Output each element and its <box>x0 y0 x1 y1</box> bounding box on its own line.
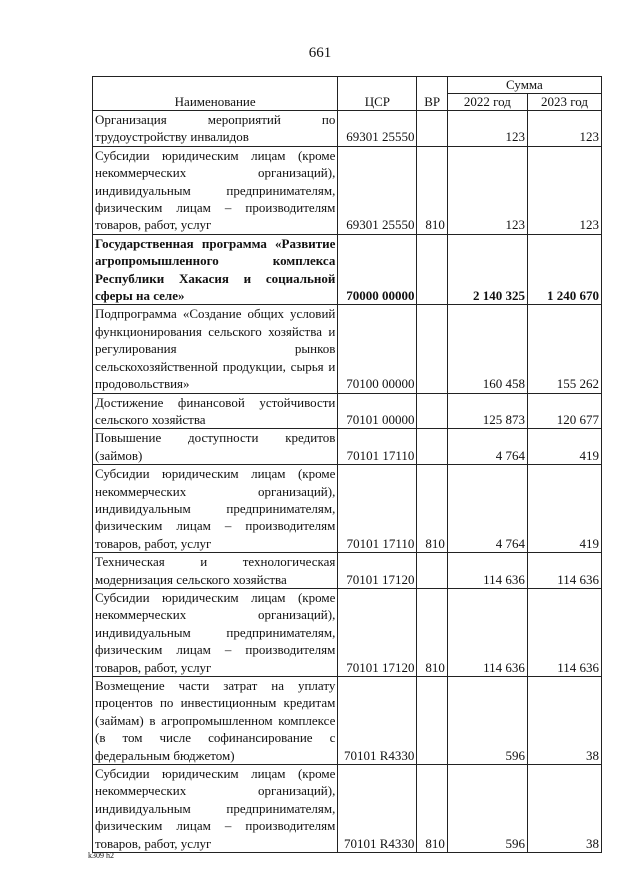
row-sum-2023: 114 636 <box>527 588 601 676</box>
table-row <box>93 429 602 465</box>
row-sum-2023: 38 <box>527 765 601 853</box>
row-name: Подпрограмма «Создание общих условий функционирования сельского хозяйства и регулирования рынков сельскохозяйственной продукции, сырья и продовольствия» <box>93 305 338 393</box>
row-name: Субсидии юридическим лицам (кроме некоммерческих организаций), индивидуальным предпринимателям, физическим лицам – производителям товаров, работ, услуг <box>93 465 338 553</box>
row-csr: 70000 00000 <box>338 234 417 305</box>
table-row <box>93 146 602 234</box>
row-csr: 70101 00000 <box>338 393 417 429</box>
row-csr: 69301 25550 <box>338 111 417 147</box>
row-csr: 70100 00000 <box>338 305 417 393</box>
row-sum-2022: 4 764 <box>447 429 527 465</box>
row-csr: 70101 R4330 <box>338 677 417 765</box>
row-vr: 810 <box>417 588 447 676</box>
row-vr <box>417 234 447 305</box>
row-sum-2023: 38 <box>527 677 601 765</box>
row-sum-2023: 114 636 <box>527 553 601 589</box>
header-csr: ЦСР <box>338 77 417 111</box>
row-csr: 70101 R4330 <box>338 765 417 853</box>
row-csr: 70101 17110 <box>338 465 417 553</box>
header-vr: ВР <box>417 77 447 111</box>
table-row <box>93 393 602 429</box>
row-sum-2022: 4 764 <box>447 465 527 553</box>
row-csr: 69301 25550 <box>338 146 417 234</box>
table-row <box>93 234 602 305</box>
row-name: Организация мероприятий по трудоустройству инвалидов <box>93 111 338 147</box>
row-sum-2022: 125 873 <box>447 393 527 429</box>
row-sum-2022: 596 <box>447 765 527 853</box>
header-name: Наименование <box>93 77 338 111</box>
row-name: Повышение доступности кредитов (займов) <box>93 429 338 465</box>
row-sum-2023: 120 677 <box>527 393 601 429</box>
row-name: Достижение финансовой устойчивости сельского хозяйства <box>93 393 338 429</box>
table-row <box>93 305 602 393</box>
row-vr <box>417 553 447 589</box>
row-name: Субсидии юридическим лицам (кроме некоммерческих организаций), индивидуальным предпринимателям, физическим лицам – производителям товаров, работ, услуг <box>93 765 338 853</box>
row-sum-2023: 1 240 670 <box>527 234 601 305</box>
row-vr <box>417 111 447 147</box>
row-sum-2023: 123 <box>527 111 601 147</box>
row-csr: 70101 17120 <box>338 553 417 589</box>
budget-table <box>92 76 602 853</box>
table-row <box>93 765 602 853</box>
row-name: Техническая и технологическая модернизация сельского хозяйства <box>93 553 338 589</box>
row-sum-2022: 2 140 325 <box>447 234 527 305</box>
row-sum-2023: 419 <box>527 465 601 553</box>
header-sum: Сумма <box>447 77 601 94</box>
row-sum-2022: 123 <box>447 146 527 234</box>
row-sum-2022: 123 <box>447 111 527 147</box>
header-year-2023: 2023 год <box>527 94 601 111</box>
row-sum-2023: 123 <box>527 146 601 234</box>
row-csr: 70101 17110 <box>338 429 417 465</box>
header-year-2022: 2022 год <box>447 94 527 111</box>
row-sum-2022: 596 <box>447 677 527 765</box>
row-sum-2022: 114 636 <box>447 553 527 589</box>
row-csr: 70101 17120 <box>338 588 417 676</box>
row-sum-2022: 160 458 <box>447 305 527 393</box>
page-number: 661 <box>308 45 332 61</box>
row-vr <box>417 393 447 429</box>
row-name: Государственная программа «Развитие агропромышленного комплекса Республики Хакасия и социальной сферы на селе» <box>93 234 338 305</box>
row-vr <box>417 305 447 393</box>
table-row <box>93 111 602 147</box>
header-row <box>93 77 602 94</box>
row-name: Субсидии юридическим лицам (кроме некоммерческих организаций), индивидуальным предпринимателям, физическим лицам – производителям товаров, работ, услуг <box>93 146 338 234</box>
table-row <box>93 465 602 553</box>
row-name: Возмещение части затрат на уплату процентов по инвестиционным кредитам (займам) в агропромышленном комплексе (в том числе софинансирование с федеральным бюджетом) <box>93 677 338 765</box>
row-vr: 810 <box>417 146 447 234</box>
row-vr <box>417 677 447 765</box>
row-vr: 810 <box>417 765 447 853</box>
table-row <box>93 553 602 589</box>
row-name: Субсидии юридическим лицам (кроме некоммерческих организаций), индивидуальным предпринимателям, физическим лицам – производителям товаров, работ, услуг <box>93 588 338 676</box>
row-sum-2023: 155 262 <box>527 305 601 393</box>
row-sum-2023: 419 <box>527 429 601 465</box>
table-row <box>93 588 602 676</box>
row-vr <box>417 429 447 465</box>
row-vr: 810 <box>417 465 447 553</box>
footer-code: k309 h2 <box>88 851 114 860</box>
row-sum-2022: 114 636 <box>447 588 527 676</box>
table-row <box>93 677 602 765</box>
